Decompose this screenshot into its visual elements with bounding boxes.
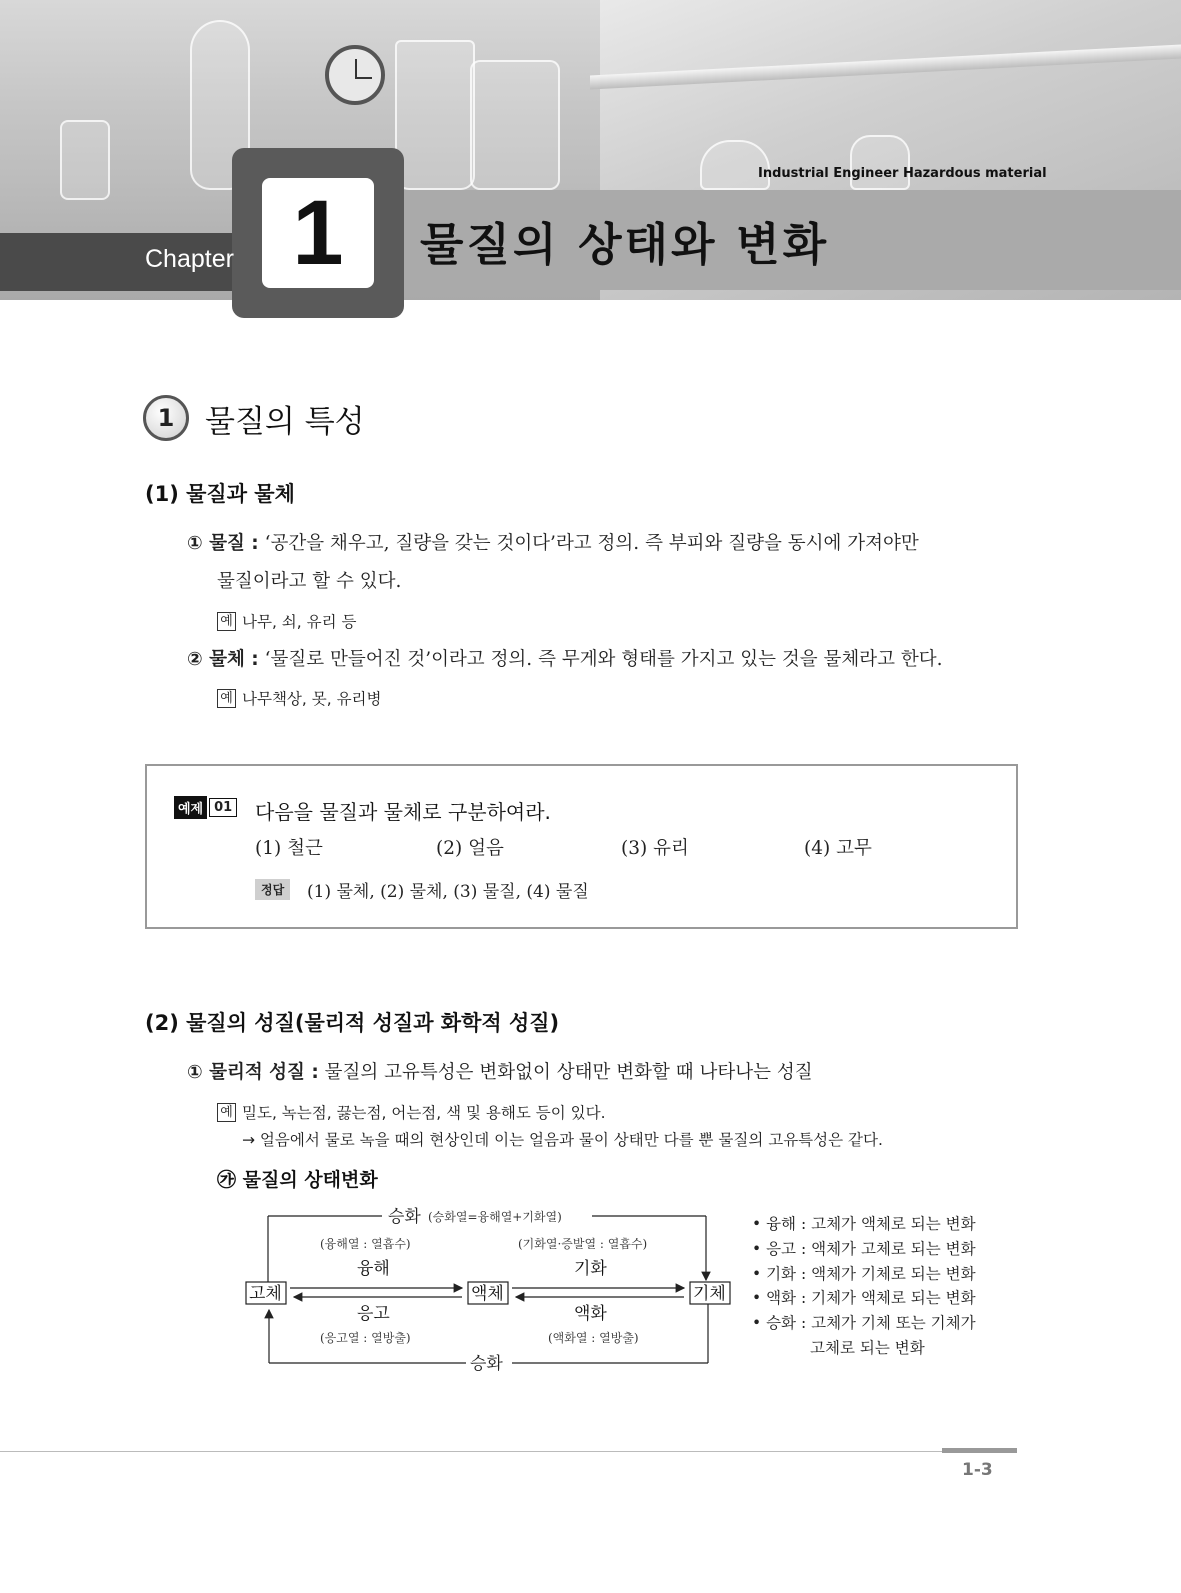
answer-label: 정답 — [255, 879, 292, 900]
legend-item: • 기화 : 액체가 기체로 되는 변화 — [752, 1264, 976, 1283]
glassware-icon — [700, 140, 770, 190]
clock-icon — [325, 45, 385, 105]
definition-text: 물질의 고유특성은 변화없이 상태만 변화할 때 나타나는 성질 — [324, 1062, 813, 1083]
page-number: 1-3 — [962, 1460, 993, 1480]
example-badge-label: 예제 — [174, 796, 207, 819]
section-title: 물질의 특성 — [205, 403, 365, 440]
subsection-title: (2) 물질의 성질(물리적 성질과 화학적 성질) — [145, 1011, 560, 1035]
chapter-label: Chapter — [145, 245, 234, 273]
state-change-diagram — [240, 1200, 740, 1380]
freeze-label: 응고 — [357, 1304, 390, 1324]
example-tag: 예 — [217, 689, 236, 708]
definition-text: ‘공간을 채우고, 질량을 갖는 것이다’라고 정의. 즉 부피와 질량을 동시에 가져야만 — [264, 533, 919, 554]
series-label: Industrial Engineer Hazardous material — [758, 166, 1047, 181]
term-matter: ① 물질 : — [187, 533, 259, 554]
sublimation-note: (승화열=융해열+기화열) — [428, 1210, 562, 1224]
example-item: (4) 고무 — [804, 838, 872, 859]
definition-text-cont: 물질이라고 할 수 있다. — [217, 571, 402, 592]
gas-label: 기체 — [693, 1284, 726, 1304]
liquid-label: 액체 — [471, 1284, 504, 1304]
example-badge-number: 01 — [209, 798, 237, 817]
chapter-title: 물질의 상태와 변화 — [420, 218, 830, 271]
condense-note: (액화열 : 열방출) — [548, 1331, 639, 1345]
term-physical: ① 물리적 성질 : — [187, 1062, 319, 1083]
example-item: (1) 철근 — [255, 838, 323, 859]
freeze-note: (응고열 : 열방출) — [320, 1331, 411, 1345]
melt-label: 융해 — [357, 1259, 390, 1279]
sublimation-bottom-label: 승화 — [470, 1354, 503, 1374]
footer-accent-bar — [942, 1448, 1017, 1453]
melt-note: (융해열 : 열흡수) — [320, 1237, 411, 1251]
subsection-heading: ㉮ 물질의 상태변화 — [217, 1169, 378, 1191]
example-question: 다음을 물질과 물체로 구분하여라. — [255, 800, 551, 824]
bottle-icon — [60, 120, 110, 200]
legend-item: • 응고 : 액체가 고체로 되는 변화 — [752, 1239, 976, 1258]
legend-item: 고체로 되는 변화 — [810, 1338, 925, 1357]
section-number-badge: 1 — [143, 395, 189, 441]
example-tag: 예 — [217, 1103, 236, 1122]
answer-text: (1) 물체, (2) 물체, (3) 물질, (4) 물질 — [307, 882, 589, 902]
subsection-title: (1) 물질과 물체 — [145, 482, 295, 506]
example-line — [217, 610, 356, 632]
section-heading — [143, 395, 365, 441]
example-line — [217, 687, 382, 709]
vapor-label: 기화 — [574, 1259, 607, 1279]
definition-physical — [187, 1062, 813, 1084]
jar-icon — [470, 60, 560, 190]
beaker-icon — [395, 40, 475, 190]
example-text: 밀도, 녹는점, 끓는점, 어는점, 색 및 용해도 등이 있다. — [242, 1104, 606, 1122]
example-line — [217, 1101, 606, 1123]
vapor-note: (기화열·증발열 : 열흡수) — [518, 1237, 648, 1251]
condense-label: 액화 — [574, 1304, 607, 1324]
term-object: ② 물체 : — [187, 649, 259, 670]
state-change-legend — [752, 1212, 976, 1361]
definition-object — [187, 649, 943, 671]
legend-item: • 액화 : 기체가 액체로 되는 변화 — [752, 1289, 976, 1308]
sublimation-label: 승화 — [388, 1207, 421, 1227]
glassware-icon — [850, 135, 910, 190]
example-badge — [174, 796, 237, 819]
example-tag: 예 — [217, 612, 236, 631]
example-text: 나무, 쇠, 유리 등 — [242, 613, 357, 631]
legend-item: • 융해 : 고체가 액체로 되는 변화 — [752, 1215, 976, 1233]
definition-matter — [187, 533, 919, 555]
arrow-note: → 얼음에서 물로 녹을 때의 현상인데 이는 얼음과 물이 상태만 다를 뿐 물질의 고유특성은 같다. — [242, 1131, 883, 1149]
footer-rule — [0, 1451, 942, 1452]
definition-text: ‘물질로 만들어진 것’이라고 정의. 즉 무게와 형태를 가지고 있는 것을 물체라고 한다. — [264, 649, 943, 670]
legend-item: • 승화 : 고체가 기체 또는 기체가 — [752, 1314, 976, 1333]
chapter-number: 1 — [262, 178, 374, 288]
example-text: 나무책상, 못, 유리병 — [242, 690, 382, 708]
solid-label: 고체 — [249, 1284, 282, 1304]
example-item: (2) 얼음 — [436, 838, 504, 859]
example-item: (3) 유리 — [621, 838, 689, 859]
